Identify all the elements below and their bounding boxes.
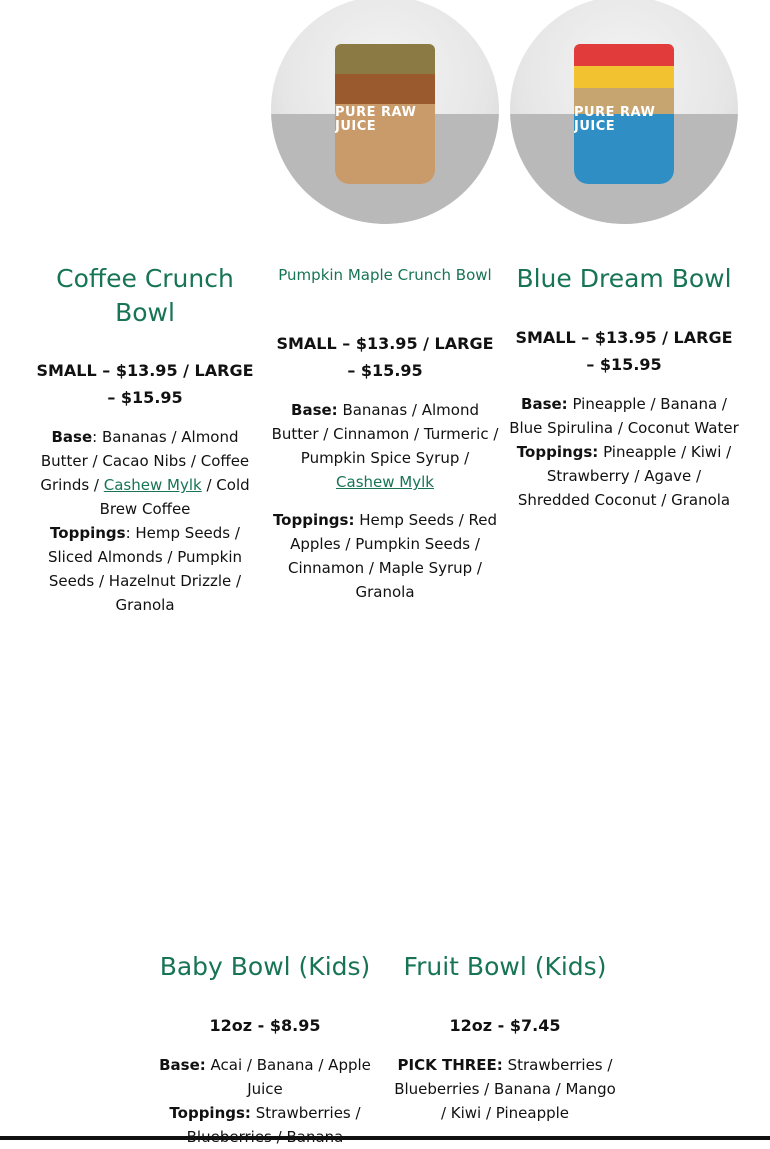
blue-dream-bowl-photo[interactable] bbox=[510, 0, 738, 224]
product-card-coffee-crunch bbox=[30, 262, 260, 617]
base-label: Base: bbox=[521, 395, 568, 413]
product-price: 12oz - $7.45 bbox=[449, 1016, 561, 1035]
product-title[interactable]: Coffee Crunch Bowl bbox=[56, 264, 234, 327]
product-title[interactable]: Pumpkin Maple Crunch Bowl bbox=[278, 266, 492, 284]
product-title[interactable]: Fruit Bowl (Kids) bbox=[403, 952, 607, 981]
base-text-end: / Cold Brew Coffee bbox=[99, 476, 250, 518]
cup-graphic bbox=[335, 44, 435, 184]
toppings-text: Strawberries / bbox=[255, 1104, 361, 1122]
product-price: SMALL – $13.95 / LARGE – $15.95 bbox=[515, 328, 733, 374]
toppings-text: Pineapple / Kiwi / Strawberry / Agave / Shredded Coconut / Granola bbox=[517, 443, 732, 509]
toppings-label: Toppings bbox=[50, 524, 126, 542]
product-description bbox=[270, 398, 500, 494]
product-description bbox=[150, 1053, 380, 1149]
toppings-label: Toppings: bbox=[169, 1104, 251, 1122]
pick-text: Strawberries / Blueberries / Banana / Mango / Kiwi / Pineapple bbox=[394, 1056, 616, 1122]
product-toppings bbox=[270, 508, 500, 604]
bottom-divider bbox=[0, 1136, 770, 1140]
product-card-blue-dream bbox=[509, 262, 739, 512]
product-card-pumpkin-maple bbox=[270, 265, 500, 604]
product-description bbox=[390, 1053, 620, 1125]
base-text: Bananas / Almond Butter / Cinnamon / Turmeric / Pumpkin Spice Syrup / bbox=[271, 401, 499, 467]
base-label: Base: bbox=[291, 401, 338, 419]
product-title[interactable]: Baby Bowl (Kids) bbox=[159, 952, 371, 981]
cup-graphic bbox=[574, 44, 674, 184]
product-description bbox=[30, 425, 260, 617]
pumpkin-bowl-photo[interactable] bbox=[271, 0, 499, 224]
product-card-baby-bowl bbox=[150, 950, 380, 1149]
product-price: 12oz - $8.95 bbox=[209, 1016, 321, 1035]
base-text: Acai / Banana / Apple Juice bbox=[205, 1056, 371, 1098]
pick-label: PICK THREE: bbox=[397, 1056, 503, 1074]
toppings-label: Toppings: bbox=[272, 511, 355, 529]
product-price: SMALL – $13.95 / LARGE – $15.95 bbox=[36, 361, 254, 407]
cup-logo: PURE RAW JUICE bbox=[335, 105, 417, 134]
product-description bbox=[509, 392, 739, 512]
base-label: Base: bbox=[159, 1056, 206, 1074]
base-text: Bananas / Almond Butter / Cacao Nibs / Coffee Grinds / bbox=[40, 428, 250, 494]
toppings-text: Hemp Seeds / Red Apples / Pumpkin Seeds / Cinnamon / Maple Syrup / Granola bbox=[288, 511, 498, 601]
toppings-text: Hemp Seeds / Sliced Almonds / Pumpkin Seeds / Hazelnut Drizzle / Granola bbox=[47, 524, 243, 614]
base-text: Pineapple / Banana / Blue Spirulina / Coconut Water bbox=[509, 395, 739, 437]
base-separator: : bbox=[92, 428, 102, 446]
cashew-mylk-link[interactable]: Cashew Mylk bbox=[103, 476, 202, 494]
base-label: Base bbox=[51, 428, 93, 446]
product-price: SMALL – $13.95 / LARGE – $15.95 bbox=[276, 334, 494, 380]
product-card-fruit-bowl bbox=[390, 950, 620, 1125]
cashew-mylk-link[interactable]: Cashew Mylk bbox=[336, 473, 434, 491]
toppings-separator: : bbox=[125, 524, 136, 542]
cup-logo: PURE RAW JUICE bbox=[574, 105, 656, 134]
toppings-label: Toppings: bbox=[516, 443, 599, 461]
product-title[interactable]: Blue Dream Bowl bbox=[516, 264, 732, 293]
